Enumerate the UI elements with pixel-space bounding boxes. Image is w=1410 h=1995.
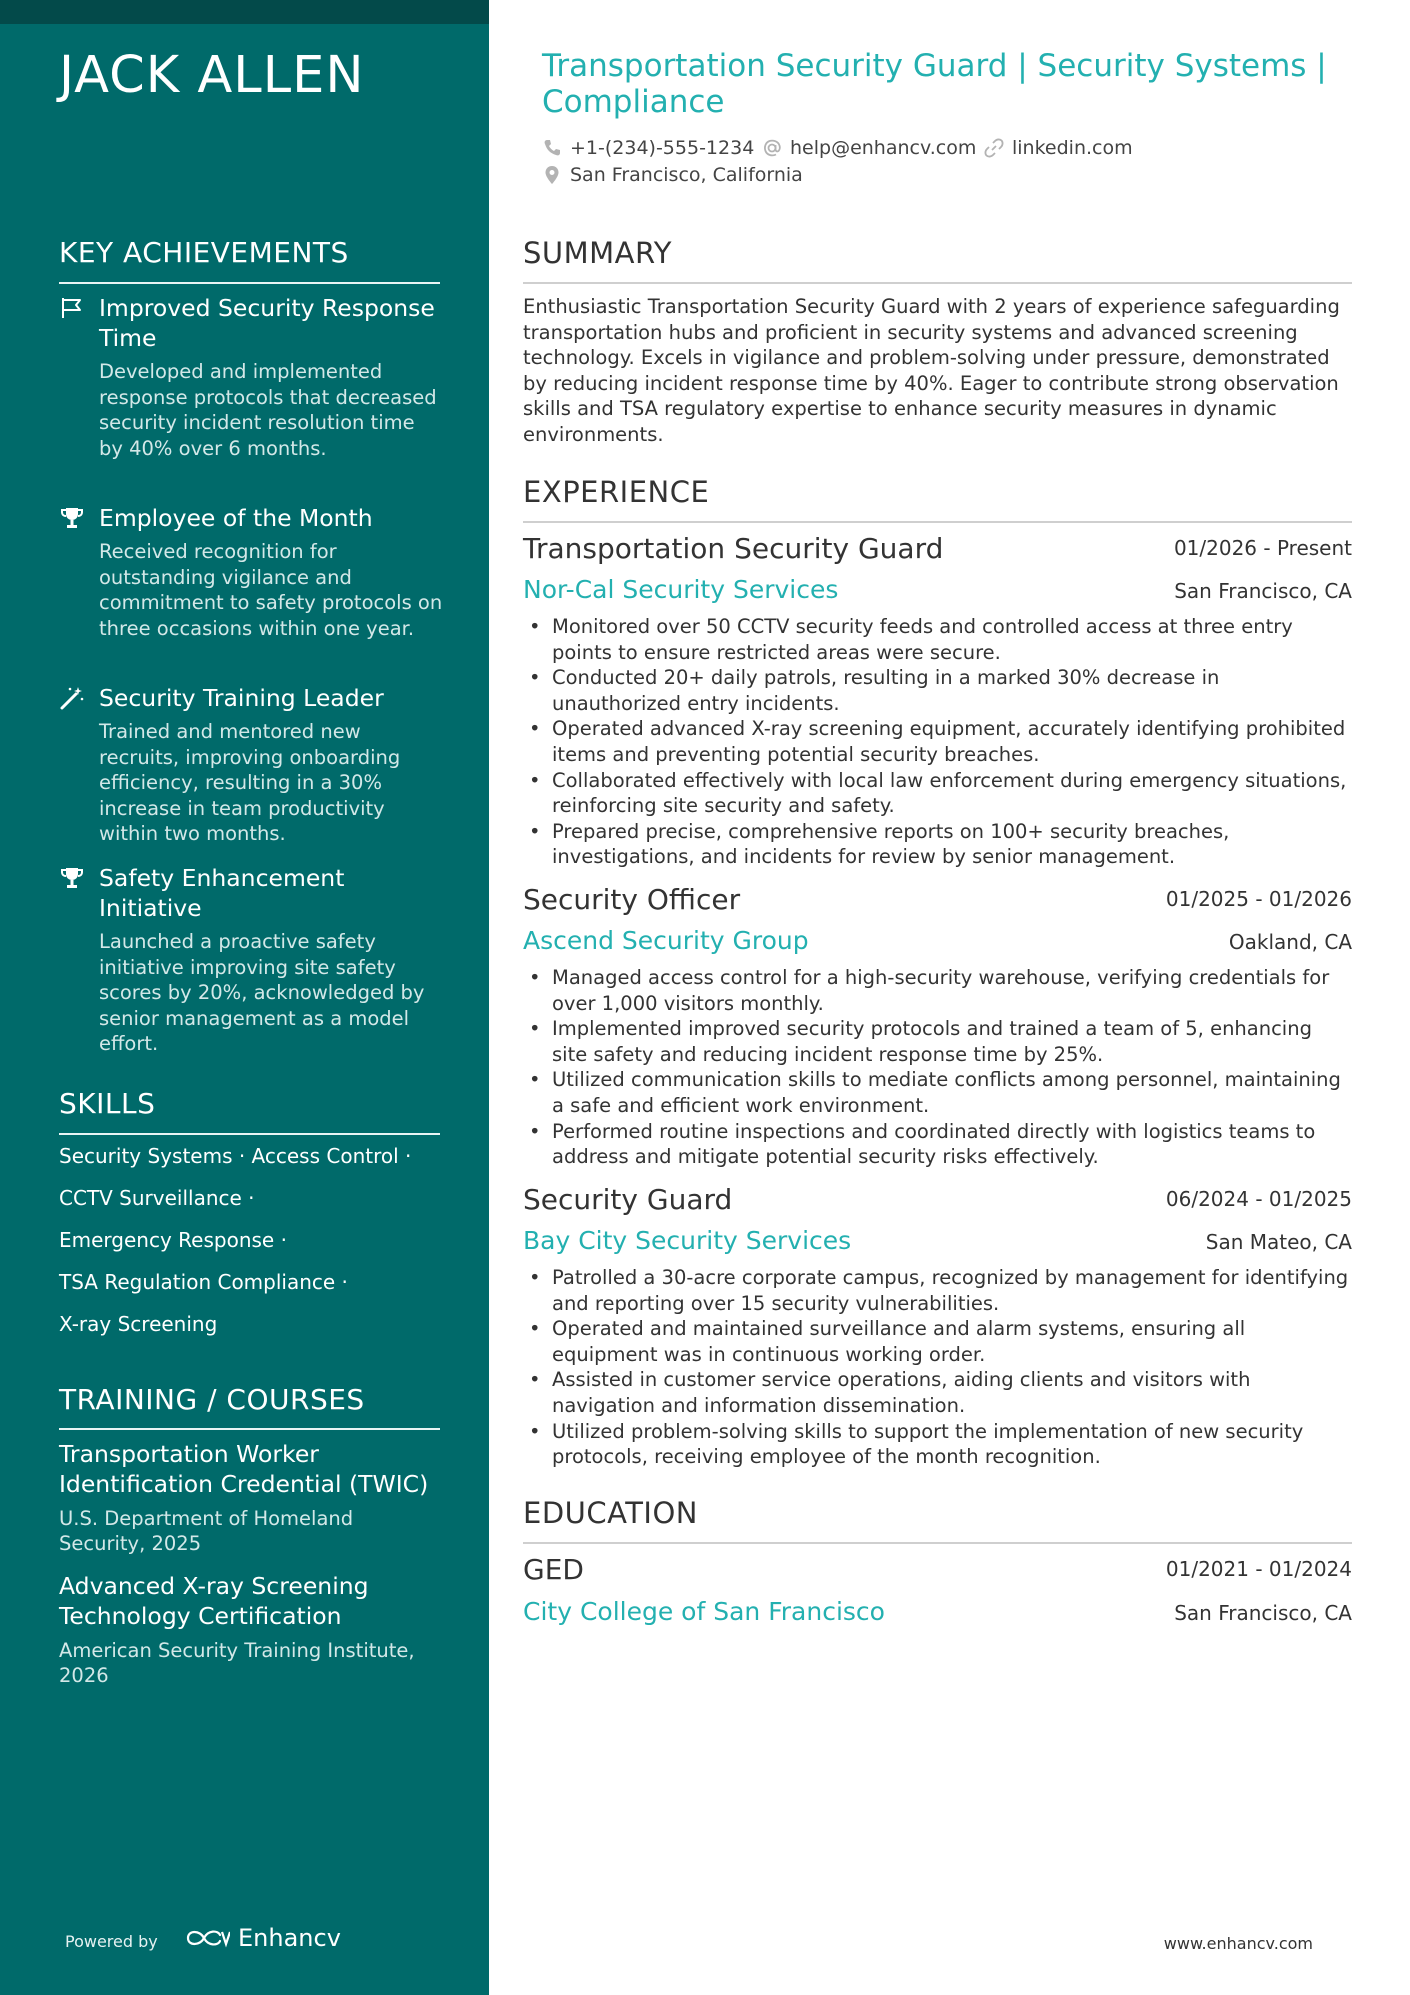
job-bullet: • Utilized problem-solving skills to support the implementation of new security protocols, receiving employee of the month recognition.: [523, 1419, 1352, 1470]
achievement-title: Safety Enhancement Initiative: [99, 864, 345, 922]
job-bullet: • Prepared precise, comprehensive reports on 100+ security breaches, investigations, and incidents for review by senior management.: [523, 819, 1352, 870]
achievement-title: Employee of the Month: [99, 504, 373, 532]
job-bullet: • Managed access control for a high-security warehouse, verifying credentials for over 1,000 visitors monthly.: [523, 965, 1352, 1016]
job-location: San Francisco, CA: [1174, 579, 1352, 603]
contact-linkedin: [984, 137, 1133, 159]
achievement-description: Received recognition for outstanding vigilance and commitment to safety protocols on three occasions within one year.: [99, 540, 443, 640]
job-bullet: • Monitored over 50 CCTV security feeds and controlled access at three entry points to ensure restricted areas were secure.: [523, 614, 1352, 665]
skill-line: Emergency Response ·: [59, 1228, 287, 1252]
enhancv-logo: [184, 1924, 341, 1952]
contact-email: [762, 137, 976, 159]
education-degree: GED: [523, 1553, 584, 1586]
education-school: City College of San Francisco: [523, 1597, 885, 1626]
job-bullets: [523, 965, 1352, 1170]
brand-name: Enhancv: [238, 1924, 341, 1952]
job-dates: 06/2024 - 01/2025: [1165, 1187, 1352, 1211]
job-title: Transportation Security Guard: [523, 532, 944, 565]
summary-title: SUMMARY: [523, 236, 673, 270]
phone-icon: [542, 138, 562, 158]
achievement-item: [59, 863, 443, 1057]
education-dates: 01/2021 - 01/2024: [1165, 1557, 1352, 1581]
achievement-description: Developed and implemented response protocols that decreased security incident resolution time by 40% over 6 months.: [99, 360, 437, 460]
achievement-description: Trained and mentored new recruits, improving onboarding efficiency, resulting in a 30% increase in team productivity within two months.: [99, 720, 401, 846]
candidate-name: JACK ALLEN: [59, 46, 365, 105]
education-location: San Francisco, CA: [1174, 1601, 1352, 1625]
experience-title: EXPERIENCE: [523, 475, 710, 509]
skill-line: CCTV Surveillance ·: [59, 1186, 255, 1210]
location-text: San Francisco, California: [570, 164, 803, 186]
trophy-icon: [59, 505, 85, 531]
summary-text: Enthusiastic Transportation Security Guard with 2 years of experience safeguarding transportation hubs and proficient in security systems and advanced screening technology. Excels in vigilance and problem-solving under pressure, demonstrated by reducing incident response time by 40%. Eager to contribute strong observation skills and TSA regulatory expertise to enhance security measures in dynamic environments.: [523, 295, 1340, 446]
achievement-item: [59, 293, 443, 461]
job-title: Security Guard: [523, 1183, 733, 1216]
contact-phone: [542, 137, 754, 159]
job-bullet: • Assisted in customer service operations, aiding clients and visitors with navigation and information dissemination.: [523, 1367, 1352, 1418]
course-organization: U.S. Department of Homeland Security, 2025: [59, 1507, 354, 1555]
skill-line: TSA Regulation Compliance ·: [59, 1270, 348, 1294]
job-bullets: [523, 614, 1352, 870]
skill-line: X-ray Screening: [59, 1312, 218, 1336]
job-location: Oakland, CA: [1228, 930, 1352, 954]
job-company: Nor-Cal Security Services: [523, 575, 839, 604]
footer-url[interactable]: www.enhancv.com: [1163, 1934, 1313, 1953]
job-bullet: • Conducted 20+ daily patrols, resulting in a marked 30% decrease in unauthorized entry incidents.: [523, 665, 1352, 716]
sidebar: [0, 0, 489, 1995]
skills-title: SKILLS: [59, 1087, 156, 1120]
training-divider: [59, 1428, 440, 1430]
headline: Transportation Security Guard | Security Systems | Compliance: [542, 48, 1327, 120]
job-company: Ascend Security Group: [523, 926, 809, 955]
job-dates: 01/2025 - 01/2026: [1165, 887, 1352, 911]
location-pin-icon: [542, 165, 562, 185]
email-address[interactable]: help@enhancv.com: [790, 137, 977, 159]
job-bullet: • Operated advanced X-ray screening equipment, accurately identifying prohibited items and preventing potential security breaches.: [523, 716, 1352, 767]
powered-by-label: Powered by: [65, 1932, 158, 1951]
link-icon: [984, 138, 1004, 158]
sidebar-top-bar: [0, 0, 489, 24]
experience-divider: [523, 521, 1352, 523]
achievement-title: Security Training Leader: [99, 684, 384, 712]
trophy-icon: [59, 865, 85, 891]
course-title: Transportation Worker Identification Credential (TWIC): [59, 1440, 429, 1498]
job-bullet: • Performed routine inspections and coordinated directly with logistics teams to address and mitigate potential security risks effectively.: [523, 1119, 1352, 1170]
job-bullet: • Implemented improved security protocols and trained a team of 5, enhancing site safety and reducing incident response time by 25%.: [523, 1016, 1352, 1067]
course-organization: American Security Training Institute, 2026: [59, 1639, 415, 1687]
phone-number: +1-(234)-555-1234: [570, 137, 755, 159]
job-bullet: • Utilized communication skills to mediate conflicts among personnel, maintaining a safe and efficient work environment.: [523, 1067, 1352, 1118]
job-bullets: [523, 1265, 1352, 1470]
enhancv-logo-icon: [184, 1926, 230, 1950]
job-company: Bay City Security Services: [523, 1226, 852, 1255]
education-divider: [523, 1542, 1352, 1544]
skills-divider: [59, 1133, 440, 1135]
achievement-item: [59, 503, 443, 641]
job-title: Security Officer: [523, 883, 741, 916]
job-bullet: • Patrolled a 30-acre corporate campus, recognized by management for identifying and reporting over 15 security vulnerabilities.: [523, 1265, 1352, 1316]
magic-wand-icon: [59, 685, 85, 711]
summary-divider: [523, 282, 1352, 284]
achievement-description: Launched a proactive safety initiative improving site safety scores by 20%, acknowledged by senior management as a model effort.: [99, 930, 425, 1056]
linkedin-link[interactable]: linkedin.com: [1012, 137, 1133, 159]
skill-line: Security Systems · Access Control ·: [59, 1144, 412, 1168]
key-achievements-title: KEY ACHIEVEMENTS: [59, 236, 349, 269]
flag-icon: [59, 295, 85, 321]
job-bullet: • Operated and maintained surveillance and alarm systems, ensuring all equipment was in continuous working order.: [523, 1316, 1352, 1367]
job-bullet: • Collaborated effectively with local law enforcement during emergency situations, reinforcing site security and safety.: [523, 768, 1352, 819]
contact-location: [542, 164, 803, 186]
course-title: Advanced X-ray Screening Technology Certification: [59, 1572, 369, 1630]
at-icon: [762, 138, 782, 158]
key-achievements-divider: [59, 282, 440, 284]
achievement-item: [59, 683, 443, 847]
achievement-title: Improved Security Response Time: [99, 294, 435, 352]
education-title: EDUCATION: [523, 1496, 699, 1530]
job-dates: 01/2026 - Present: [1173, 536, 1352, 560]
job-location: San Mateo, CA: [1205, 1230, 1352, 1254]
training-title: TRAINING / COURSES: [59, 1383, 365, 1416]
